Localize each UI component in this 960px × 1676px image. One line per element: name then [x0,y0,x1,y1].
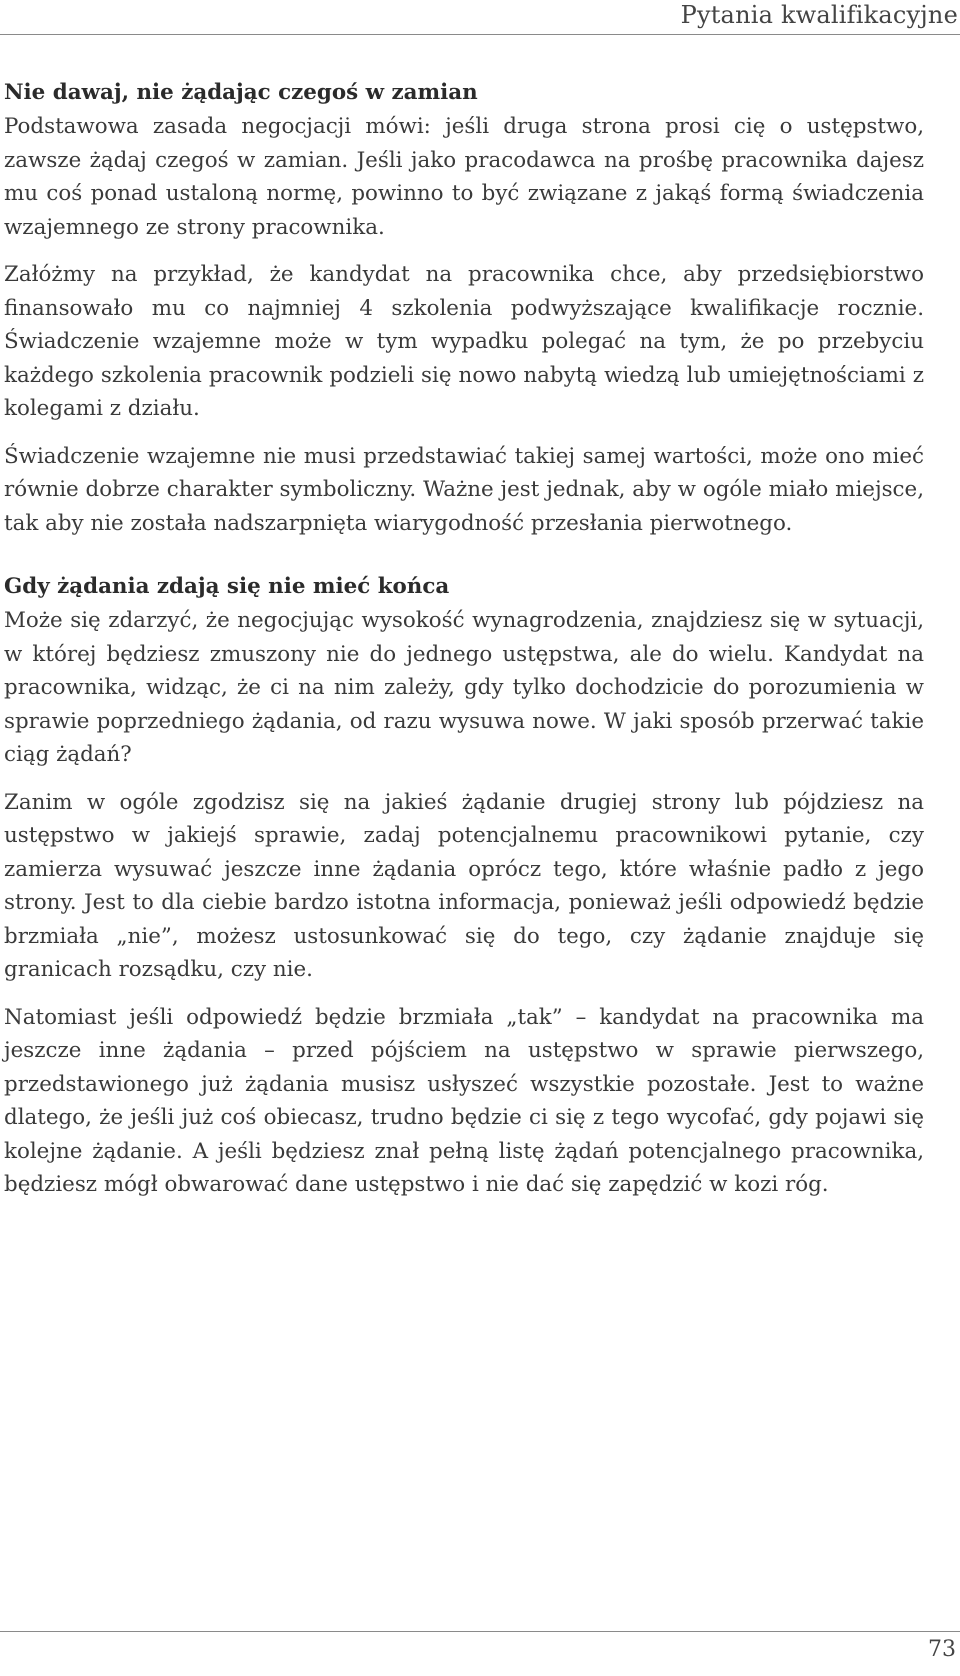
paragraph: Podstawowa zasada negocjacji mówi: jeśli druga strona prosi cię o ustępstwo, zawsze żądaj czegoś w zamian. Jeśli jako pracodawca na prośbę pracownika dajesz mu coś ponad ustaloną normę, powinno to być związane z jakąś formą świadczenia wzajemnego ze strony pracownika. [4,114,924,240]
footer-rule [0,1631,960,1632]
paragraph: Świadczenie wzajemne nie musi przedstawiać takiej samej wartości, może ono mieć równie dobrze charakter symboliczny. Ważne jest jednak, aby w ogóle miało miejsce, tak aby nie została nadszarpnięta wiarygodność przesłania pierwotnego. [4,443,924,536]
paragraph: Zanim w ogóle zgodzisz się na jakieś żądanie drugiej strony lub pójdziesz na ustępstwo w jakiejś sprawie, zadaj potencjalnemu pracownikowi pytanie, czy zamierza wysuwać jeszcze inne żądania oprócz tego, które właśnie padło z jego strony. Jest to dla ciebie bardzo istotna informacja, ponieważ jeśli odpowiedź będzie brzmiała „nie”, możesz ustosunkować się do tego, czy żądanie znajduje się granicach rozsądku, czy nie. [4,789,924,982]
running-header [0,0,960,35]
paragraph: Może się zdarzyć, że negocjując wysokość wynagrodzenia, znajdziesz się w sytuacji, w której będziesz zmuszony nie do jednego ustępstwa, ale do wielu. Kandydat na pracownika, widząc, że ci na nim zależy, gdy tylko dochodzicie do porozumienia w sprawie poprzedniego żądania, od razu wysuwa nowe. W jaki sposób przerwać takie ciąg żądań? [4,608,924,767]
section-endless-demands [4,570,924,1202]
section-heading: Gdy żądania zdają się nie mieć końca [4,574,450,599]
page-number: 73 [928,1637,956,1662]
section-heading: Nie dawaj, nie żądając czegoś w zamian [4,80,478,105]
page-body [4,76,924,1202]
paragraph: Natomiast jeśli odpowiedź będzie brzmiała „tak” – kandydat na pracownika ma jeszcze inne żądania – przed pójściem na ustępstwo w sprawie pierwszego, przedstawionego już żądania musisz usłyszeć wszystkie pozostałe. Jest to ważne dlatego, że jeśli już coś obiecasz, trudno będzie ci się z tego wycofać, gdy pojawi się kolejne żądanie. A jeśli będziesz znał pełną listę żądań potencjalnego pracownika, będziesz mógł obwarować dane ustępstwo i nie dać się zapędzić w kozi róg. [4,1004,924,1197]
section-give-and-take [4,76,924,540]
running-header-title: Pytania kwalifikacyjne [680,1,958,29]
paragraph: Załóżmy na przykład, że kandydat na pracownika chce, aby przedsiębiorstwo finansowało mu co najmniej 4 szkolenia podwyższające kwalifikacje rocznie. Świadczenie wzajemne może w tym wypadku polegać na tym, że po przebyciu każdego szkolenia pracownik podzieli się nowo nabytą wiedzą lub umiejętnościami z kolegami z działu. [4,262,924,421]
